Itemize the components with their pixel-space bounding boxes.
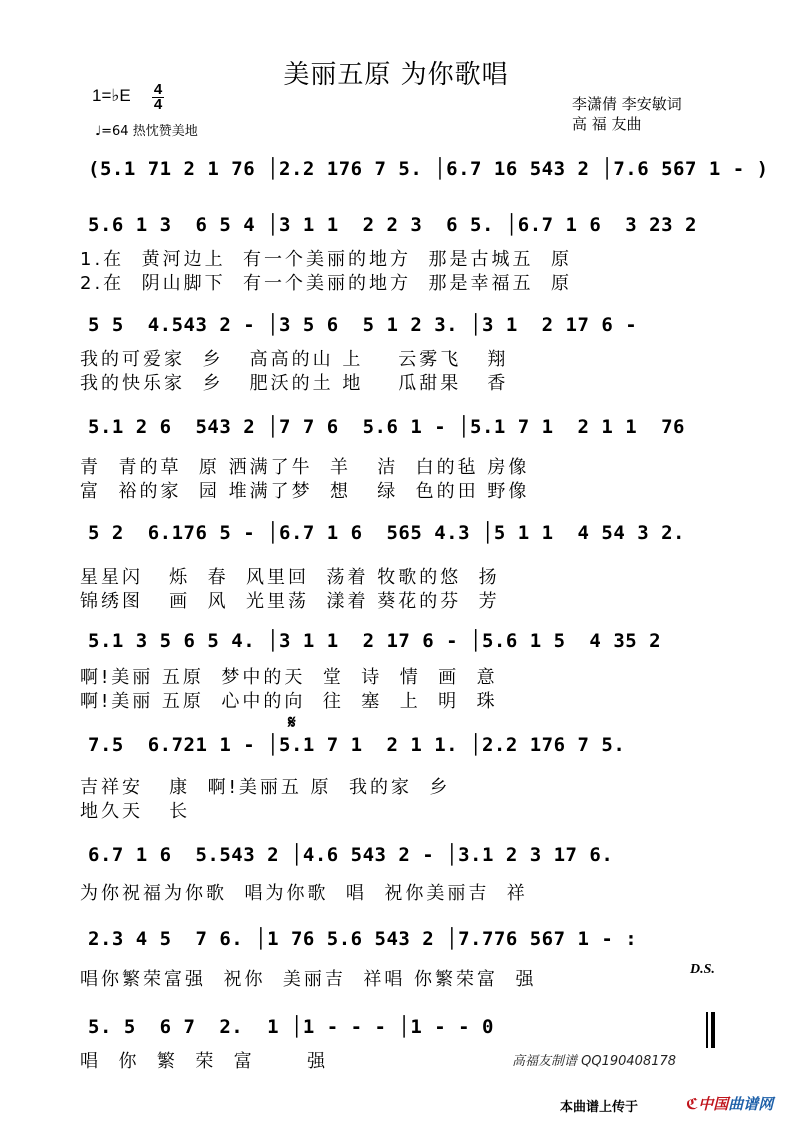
notation-line-9: 2.3 4 5 7 6. │1 76 5.6 543 2 │7.776 567 1 - : xyxy=(88,928,638,950)
lyric-line-5-verse-2: 锦绣图 画 风 光里荡 漾着 葵花的芬 芳 xyxy=(80,591,500,612)
notation-line-10: 5. 5 6 7 2. 1 │1 - - - │1 - - 0 xyxy=(88,1016,494,1038)
lyricist: 李潇倩 李安敏词 xyxy=(572,95,682,113)
notation-line-5: 5 2 6.176 5 - │6.7 1 6 565 4.3 │5 1 1 4 54 3 2. xyxy=(88,522,685,544)
time-signature xyxy=(152,81,164,113)
lyric-line-4-verse-1: 青 青的草 原 洒满了牛 羊 洁 白的毡 房像 xyxy=(80,457,530,478)
notation-line-2: 5.6 1 3 6 5 4 │3 1 1 2 2 3 6 5. │6.7 1 6 3 23 2 xyxy=(88,214,697,236)
logo-c-icon: ℭ xyxy=(686,1095,699,1113)
time-signature-bottom: 4 xyxy=(153,96,163,113)
lyric-line-9: 唱你繁荣富强 祝你 美丽吉 祥唱 你繁荣富 强 xyxy=(80,969,537,990)
lyric-line-10: 唱 你 繁 荣 富 强 xyxy=(80,1051,329,1072)
lyric-line-6-verse-1: 啊!美丽 五原 梦中的天 堂 诗 情 画 意 xyxy=(80,667,498,688)
site-logo[interactable] xyxy=(686,1093,773,1114)
lyric-line-2-verse-2: 2.在 阴山脚下 有一个美丽的地方 那是幸福五 原 xyxy=(80,273,572,294)
logo-blue-text: 曲谱网 xyxy=(728,1095,774,1113)
composer: 高 福 友曲 xyxy=(572,115,642,133)
segno-icon: 𝄋 xyxy=(288,712,296,733)
credits xyxy=(572,94,682,134)
notation-line-7: 7.5 6.721 1 - │5.1 7 1 2 1 1. │2.2 176 7 5. xyxy=(88,734,626,756)
page-title: 美丽五原 为你歌唱 xyxy=(283,60,509,90)
notation-line-8: 6.7 1 6 5.543 2 │4.6 543 2 - │3.1 2 3 17 6. xyxy=(88,844,614,866)
notation-line-1: (5.1 71 2 1 76 │2.2 176 7 5. │6.7 16 543 2 │7.6 567 1 - ) xyxy=(88,158,769,180)
lyric-line-4-verse-2: 富 裕的家 园 堆满了梦 想 绿 色的田 野像 xyxy=(80,481,530,502)
time-signature-top: 4 xyxy=(153,81,163,98)
notation-line-4: 5.1 2 6 543 2 │7 7 6 5.6 1 - │5.1 7 1 2 1 1 76 xyxy=(88,416,685,438)
lyric-line-6-verse-2: 啊!美丽 五原 心中的向 往 塞 上 明 珠 xyxy=(80,691,498,712)
logo-red-text: 中国 xyxy=(698,1095,729,1113)
tempo-marking: ♩=64 热忱赞美地 xyxy=(95,124,198,139)
transcriber-credit: 高福友制谱 QQ190408178 xyxy=(512,1054,677,1069)
lyric-line-2-verse-1: 1.在 黄河边上 有一个美丽的地方 那是古城五 原 xyxy=(80,249,572,270)
lyric-line-3-verse-2: 我的快乐家 乡 肥沃的土 地 瓜甜果 香 xyxy=(80,373,509,394)
lyric-line-5-verse-1: 星星闪 烁 春 风里回 荡着 牧歌的悠 扬 xyxy=(80,567,500,588)
lyric-line-3-verse-1: 我的可爱家 乡 高高的山 上 云雾飞 翔 xyxy=(80,349,509,370)
key-signature: 1=♭E xyxy=(92,86,131,105)
lyric-line-7-verse-1: 吉祥安 康 啊!美丽五 原 我的家 乡 xyxy=(80,777,451,798)
lyric-line-7-verse-2: 地久天 长 xyxy=(80,801,191,822)
upload-note: 本曲谱上传于 xyxy=(560,1100,639,1115)
da-segno-marking: D.S. xyxy=(690,962,715,977)
final-barline-thin xyxy=(706,1012,708,1048)
notation-line-6: 5.1 3 5 6 5 4. │3 1 1 2 17 6 - │5.6 1 5 4 35 2 xyxy=(88,630,662,652)
notation-line-3: 5 5 4.543 2 - │3 5 6 5 1 2 3. │3 1 2 17 6 - xyxy=(88,314,638,336)
final-barline-thick xyxy=(711,1012,715,1048)
lyric-line-8: 为你祝福为你歌 唱为你歌 唱 祝你美丽吉 祥 xyxy=(80,883,528,904)
